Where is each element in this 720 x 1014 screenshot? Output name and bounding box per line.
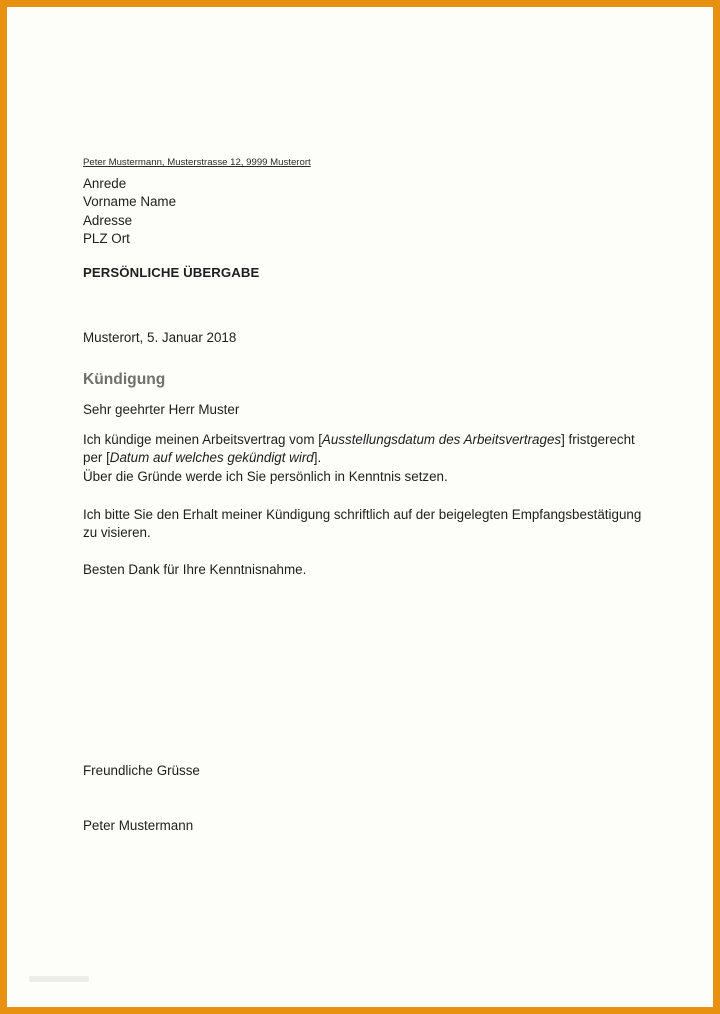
paragraph-confirmation-line-1: Ich bitte Sie den Erhalt meiner Kündigung schriftlich auf der beigelegten Empfangsbestätigung — [83, 507, 642, 522]
recipient-name: Vorname Name — [83, 194, 177, 210]
delivery-note: PERSÖNLICHE ÜBERGABE — [83, 265, 260, 280]
recipient-address: Adresse — [83, 212, 133, 228]
closing: Freundliche Grüsse — [83, 763, 200, 778]
place-date: Musterort, 5. Januar 2018 — [83, 330, 237, 345]
text-segment: ] fristgerecht — [561, 432, 635, 447]
paragraph-notice-line-2 — [83, 449, 653, 467]
greeting: Sehr geehrter Herr Muster — [83, 402, 240, 417]
recipient-address-block — [83, 175, 176, 248]
placeholder-contract-date: Ausstellungsdatum des Arbeitsvertrages — [321, 432, 562, 447]
letter-subject: Kündigung — [83, 371, 166, 388]
paragraph-thanks-line: Besten Dank für Ihre Kenntnisnahme. — [83, 562, 307, 577]
letter-page — [7, 7, 713, 1007]
paragraph-notice-line-1 — [83, 431, 653, 449]
sender-return-address: Peter Mustermann, Musterstrasse 12, 9999 Musterort — [83, 157, 311, 168]
paragraph-confirmation-line-2: zu visieren. — [83, 525, 151, 541]
text-segment: per [ — [83, 450, 110, 466]
text-segment: ]. — [313, 450, 322, 466]
recipient-salutation: Anrede — [83, 176, 127, 191]
paragraph-confirmation — [83, 506, 653, 543]
paragraph-notice — [83, 431, 653, 486]
paragraph-notice-line-3: Über die Gründe werde ich Sie persönlich in Kenntnis setzen. — [83, 468, 448, 484]
faint-watermark — [29, 976, 89, 982]
recipient-city: PLZ Ort — [83, 230, 130, 246]
text-segment: Ich kündige meinen Arbeitsvertrag vom [ — [83, 432, 322, 447]
placeholder-termination-date: Datum auf welches gekündigt wird — [109, 450, 314, 466]
paragraph-thanks — [83, 561, 653, 579]
signer-name: Peter Mustermann — [83, 818, 194, 833]
